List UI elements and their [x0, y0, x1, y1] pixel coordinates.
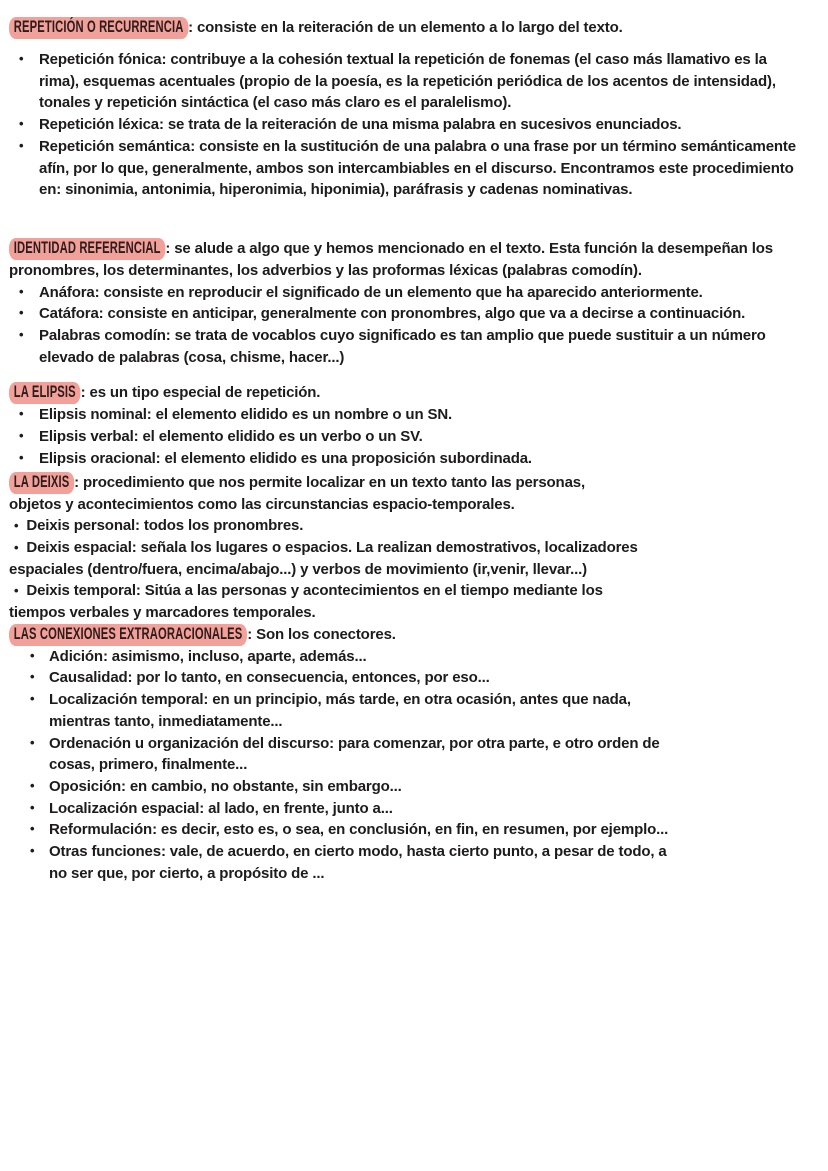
- bullet-item: [9, 646, 669, 668]
- bullet-text: Repetición semántica: consiste en la sustitución de una palabra o una frase por un término semánticamente afín, por lo que, generalmente, ambos son intercambiables en el discurso. Encontramos este procedimiento en: sinonimia, antonimia, hiperonimia, hiponimia), paráfrasis y cadenas nominativas.: [39, 137, 796, 199]
- heading-highlight: [9, 472, 74, 494]
- section-intro-line: [9, 238, 799, 282]
- heading-highlight: [9, 382, 81, 404]
- intro-text: : es un tipo especial de repetición.: [80, 384, 321, 402]
- bullet-text: Deixis personal: todos los pronombres.: [26, 517, 304, 535]
- bullet-dot-icon: •: [19, 406, 24, 422]
- bullet-item: [9, 325, 799, 368]
- section-heading: IDENTIDAD REFERENCIAL: [13, 238, 161, 257]
- intro-text: : procedimiento que nos permite localizar en un texto tanto las personas, objetos y acontecimientos como las circunstancias espacio-temporales.: [9, 473, 585, 513]
- section-repeticion-o-recurrencia: [9, 17, 810, 201]
- bullet-text: Elipsis nominal: el elemento elidido es un nombre o un SN.: [39, 406, 453, 424]
- intro-text: : Son los conectores.: [247, 625, 396, 643]
- bullet-item: [9, 426, 799, 448]
- section-intro-line: [9, 17, 799, 39]
- bullet-text: Reformulación: es decir, esto es, o sea, en conclusión, en fin, en resumen, por ejemplo...: [49, 821, 669, 839]
- section-la-deixis: [9, 472, 810, 624]
- bullet-text: Repetición léxica: se trata de la reiteración de una misma palabra en sucesivos enunciados.: [39, 116, 682, 134]
- section-conexiones-extraoracionales: [9, 624, 810, 885]
- bullet-text: Catáfora: consiste en anticipar, generalmente con pronombres, algo que va a decirse a continuación.: [39, 305, 746, 323]
- bullet-dot-icon: •: [19, 137, 24, 153]
- bullet-dot-icon: •: [14, 518, 19, 534]
- bullet-dot-icon: •: [30, 691, 35, 707]
- bullet-text: Deixis temporal: Sitúa a las personas y acontecimientos en el tiempo mediante los tiempos verbales y marcadores temporales.: [9, 582, 603, 622]
- bullet-text: Oposición: en cambio, no obstante, sin embargo...: [49, 777, 402, 795]
- bullet-list: [9, 282, 810, 369]
- bullet-item: [9, 404, 799, 426]
- bullet-dot-icon: •: [19, 428, 24, 444]
- bullet-text: Palabras comodín: se trata de vocablos cuyo significado es tan amplio que puede sustituir a un número elevado de palabras (cosa, chisme, hacer...): [39, 327, 766, 366]
- heading-highlight: [9, 238, 165, 260]
- bullet-item: [9, 114, 799, 136]
- bullet-text: Localización espacial: al lado, en frente, junto a...: [49, 799, 393, 817]
- bullet-dot-icon: •: [14, 539, 19, 555]
- section-intro-line: [9, 382, 799, 404]
- bullet-list: [9, 404, 810, 469]
- section-heading: LA ELIPSIS: [13, 383, 76, 402]
- bullet-dot-icon: •: [30, 777, 35, 793]
- bullet-dot-icon: •: [30, 799, 35, 815]
- bullet-dot-icon: •: [19, 51, 24, 66]
- bullet-text: Adición: asimismo, incluso, aparte, además...: [49, 647, 367, 665]
- bullet-dot-icon: •: [14, 583, 19, 599]
- bullet-item: [9, 515, 649, 537]
- section-identidad-referencial: [9, 238, 810, 369]
- bullet-text: Deixis espacial: señala los lugares o espacios. La realizan demostrativos, localizadores espaciales (dentro/fuera, encima/abajo...) y verbos de movimiento (ir,venir, llevar...): [9, 538, 638, 578]
- bullet-dot-icon: •: [19, 327, 24, 343]
- bullet-item: [9, 841, 669, 884]
- bullet-text: Causalidad: por lo tanto, en consecuencia, entonces, por eso...: [49, 669, 490, 687]
- intro-text: : consiste en la reiteración de un elemento a lo largo del texto.: [188, 19, 623, 36]
- bullet-dot-icon: •: [30, 821, 35, 837]
- heading-highlight: [9, 17, 188, 39]
- bullet-item: [9, 667, 669, 689]
- bullet-item: [9, 689, 669, 732]
- bullet-dot-icon: •: [30, 647, 35, 663]
- section-intro-line: [9, 624, 669, 646]
- bullet-item: [9, 776, 669, 798]
- bullet-text: Elipsis verbal: el elemento elidido es un verbo o un SV.: [39, 428, 423, 446]
- bullet-list: [9, 49, 810, 201]
- heading-highlight: [9, 624, 247, 646]
- bullet-list: [9, 646, 810, 885]
- intro-text: : se alude a algo que y hemos mencionado en el texto. Esta función la desempeñan los pronombres, los determinantes, los adverbios y las proformas léxicas (palabras comodín).: [9, 239, 773, 279]
- bullet-item: [9, 580, 649, 623]
- bullet-item: [9, 798, 669, 820]
- section-intro-line: [9, 472, 609, 516]
- bullet-text: Ordenación u organización del discurso: para comenzar, por otra parte, e otro orden de cosas, primero, finalmente...: [49, 734, 660, 774]
- bullet-dot-icon: •: [19, 305, 24, 321]
- section-heading: LA DEIXIS: [13, 472, 70, 491]
- bullet-item: [9, 49, 799, 114]
- bullet-dot-icon: •: [30, 734, 35, 750]
- bullet-item: [9, 537, 649, 580]
- bullet-text: Localización temporal: en un principio, más tarde, en otra ocasión, antes que nada, mientras tanto, inmediatamente...: [49, 691, 631, 730]
- bullet-dot-icon: •: [19, 449, 24, 465]
- bullet-item: [9, 819, 669, 841]
- bullet-dot-icon: •: [19, 116, 24, 132]
- section-la-elipsis: [9, 382, 810, 469]
- bullet-item: [9, 303, 799, 325]
- bullet-dot-icon: •: [30, 843, 35, 859]
- bullet-text: Repetición fónica: contribuye a la cohesión textual la repetición de fonemas (el caso más llamativo es la rima), esquemas acentuales (propio de la poesía, es la repetición periódica de los acentos de intensidad), tonales y repetición sintáctica (el caso más claro es el paralelismo).: [39, 51, 776, 112]
- bullet-dot-icon: •: [19, 283, 24, 299]
- bullet-dot-icon: •: [30, 669, 35, 685]
- section-heading: REPETICIÓN O RECURRENCIA: [13, 18, 184, 36]
- bullet-item: [9, 282, 799, 304]
- bullet-text: Anáfora: consiste en reproducir el significado de un elemento que ha aparecido anteriormente.: [39, 283, 703, 301]
- bullet-item: [9, 448, 799, 470]
- bullet-text: Elipsis oracional: el elemento elidido es una proposición subordinada.: [39, 449, 532, 467]
- bullet-text: Otras funciones: vale, de acuerdo, en cierto modo, hasta cierto punto, a pesar de todo, a no ser que, por cierto, a propósito de ...: [49, 843, 667, 882]
- section-heading: LAS CONEXIONES EXTRAORACIONALES: [13, 624, 243, 643]
- bullet-item: [9, 136, 799, 201]
- bullet-item: [9, 733, 669, 776]
